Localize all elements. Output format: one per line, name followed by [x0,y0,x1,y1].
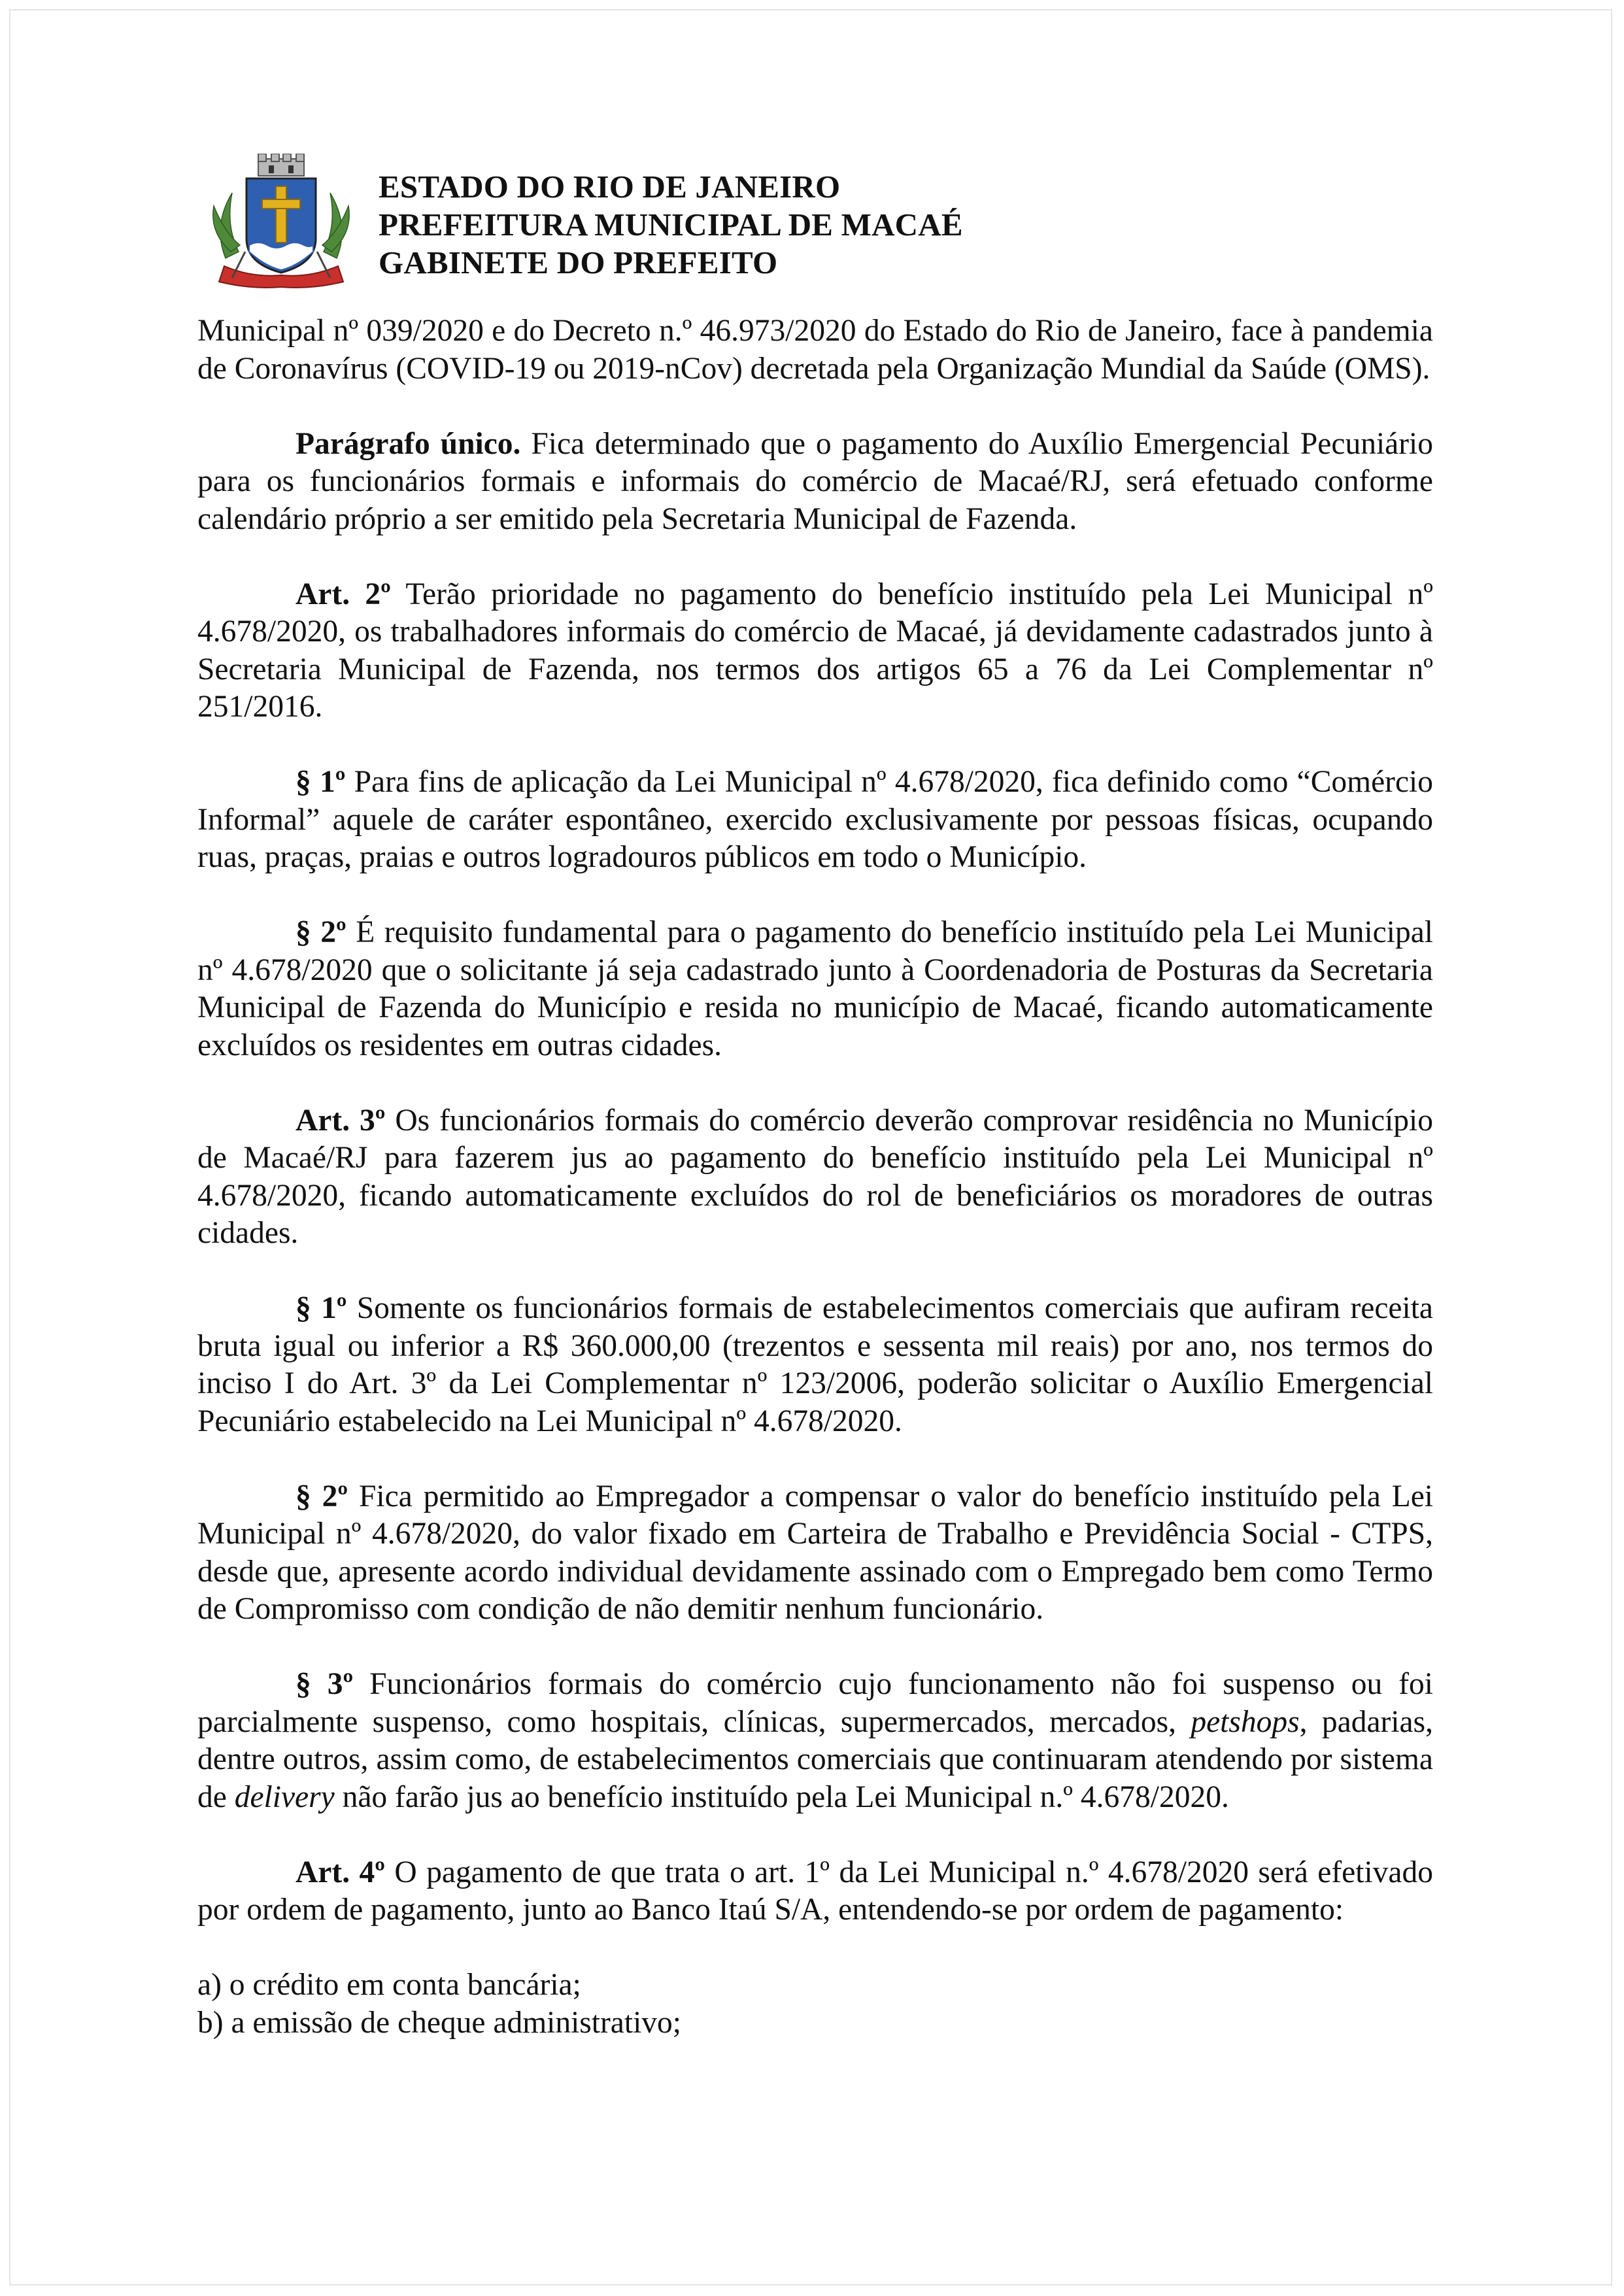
section-label: § 2º [296,915,347,949]
list-item-b: b) a emissão de cheque administrativo; [197,2005,681,2040]
paragraph-text: Municipal nº 039/2020 e do Decreto n.º 46.973/2020 do Estado do Rio de Janeiro, face à pandemia de Coronavírus (COVID-19 ou 2019-nCov) decretada pela Organização Mundial da Saúde (OMS). [197,314,1433,386]
header-office: GABINETE DO PREFEITO [379,245,778,280]
coat-of-arms-macae-icon [206,154,356,291]
article-2-section-2 [197,914,1433,1064]
article-2 [197,576,1433,726]
article-label: Art. 2º [296,577,391,611]
document-body [197,312,1433,2042]
document-header [206,154,1448,291]
section-label: § 3º [296,1667,354,1701]
section-text: Para fins de aplicação da Lei Municipal nº 4.678/2020, fica definido como “Comércio Informal” aquele de caráter espontâneo, exercido exclusivamente por pessoas físicas, ocupando ruas, praças, praias e outros logradouros públicos em todo o Município. [197,765,1433,874]
section-text: É requisito fundamental para o pagamento do benefício instituído pela Lei Municipal nº 4.678/2020 que o solicitante já seja cadastrado junto à Coordenadoria de Posturas da Secretaria Municipal de Fazenda do Município e resida no município de Macaé, ficando automaticamente excluídos os residentes em outras cidades. [197,915,1433,1062]
article-3 [197,1102,1433,1253]
header-prefecture: PREFEITURA MUNICIPAL DE MACAÉ [379,207,963,243]
article-3-section-1 [197,1290,1433,1440]
header-state: ESTADO DO RIO DE JANEIRO [379,169,841,205]
section-label: § 1º [296,1291,347,1325]
list-item-a: a) o crédito em conta bancária; [197,1968,581,2002]
section-text: Funcionários formais do comércio cujo funcionamento não foi suspenso ou foi parcialmente suspenso, como hospitais, clínicas, supermercados, mercados, [197,1667,1433,1739]
italic-term: petshops [1191,1704,1300,1739]
article-3-section-2 [197,1478,1433,1629]
article-2-section-1 [197,764,1433,877]
article-text: Terão prioridade no pagamento do benefício instituído pela Lei Municipal nº 4.678/2020, os trabalhadores informais do comércio de Macaé, já devidamente cadastrados junto à Secretaria Municipal de Fazenda, nos termos dos artigos 65 a 76 da Lei Complementar nº 251/2016. [197,577,1433,724]
paragraph-label: Parágrafo único. [296,426,521,461]
paragraph-unico [197,426,1433,539]
article-label: Art. 3º [296,1103,386,1138]
article-label: Art. 4º [296,1855,385,1889]
article-text: Os funcionários formais do comércio deverão comprovar residência no Município de Macaé/RJ para fazerem jus ao pagamento do benefício instituído pela Lei Municipal nº 4.678/2020, ficando automaticamente excluídos do rol de beneficiários os moradores de outras cidades. [197,1103,1433,1250]
section-text: não farão jus ao benefício instituído pela Lei Municipal n.º 4.678/2020. [334,1780,1229,1814]
section-text: , padarias, dentre outros, assim como, de estabelecimentos comerciais que continuaram atendendo por sistema de [197,1704,1433,1814]
section-label: § 2º [296,1479,348,1513]
italic-term: delivery [234,1780,335,1814]
article-text: O pagamento de que trata o art. 1º da Lei Municipal n.º 4.678/2020 será efetivado por ordem de pagamento, junto ao Banco Itaú S/A, entendendo-se por ordem de pagamento: [197,1855,1433,1927]
article-4 [197,1854,1433,1929]
section-label: § 1º [296,765,346,799]
section-text: Fica permitido ao Empregador a compensar o valor do benefício instituído pela Lei Municipal nº 4.678/2020, do valor fixado em Carteira de Trabalho e Previdência Social - CTPS, desde que, apresente acordo individual devidamente assinado com o Empregado bem como Termo de Compromisso com condição de não demitir nenhum funcionário. [197,1479,1433,1626]
paragraph-continuation [197,312,1433,388]
header-text-block [379,168,963,282]
article-3-section-3 [197,1666,1433,1816]
section-text: Somente os funcionários formais de estabelecimentos comerciais que aufiram receita bruta igual ou inferior a R$ 360.000,00 (trezentos e sessenta mil reais) por ano, nos termos do inciso I do Art. 3º da Lei Complementar nº 123/2006, poderão solicitar o Auxílio Emergencial Pecuniário estabelecido na Lei Municipal nº 4.678/2020. [197,1291,1433,1438]
paragraph-text: Fica determinado que o pagamento do Auxílio Emergencial Pecuniário para os funcionários formais e informais do comércio de Macaé/RJ, será efetuado conforme calendário próprio a ser emitido pela Secretaria Municipal de Fazenda. [197,426,1433,536]
